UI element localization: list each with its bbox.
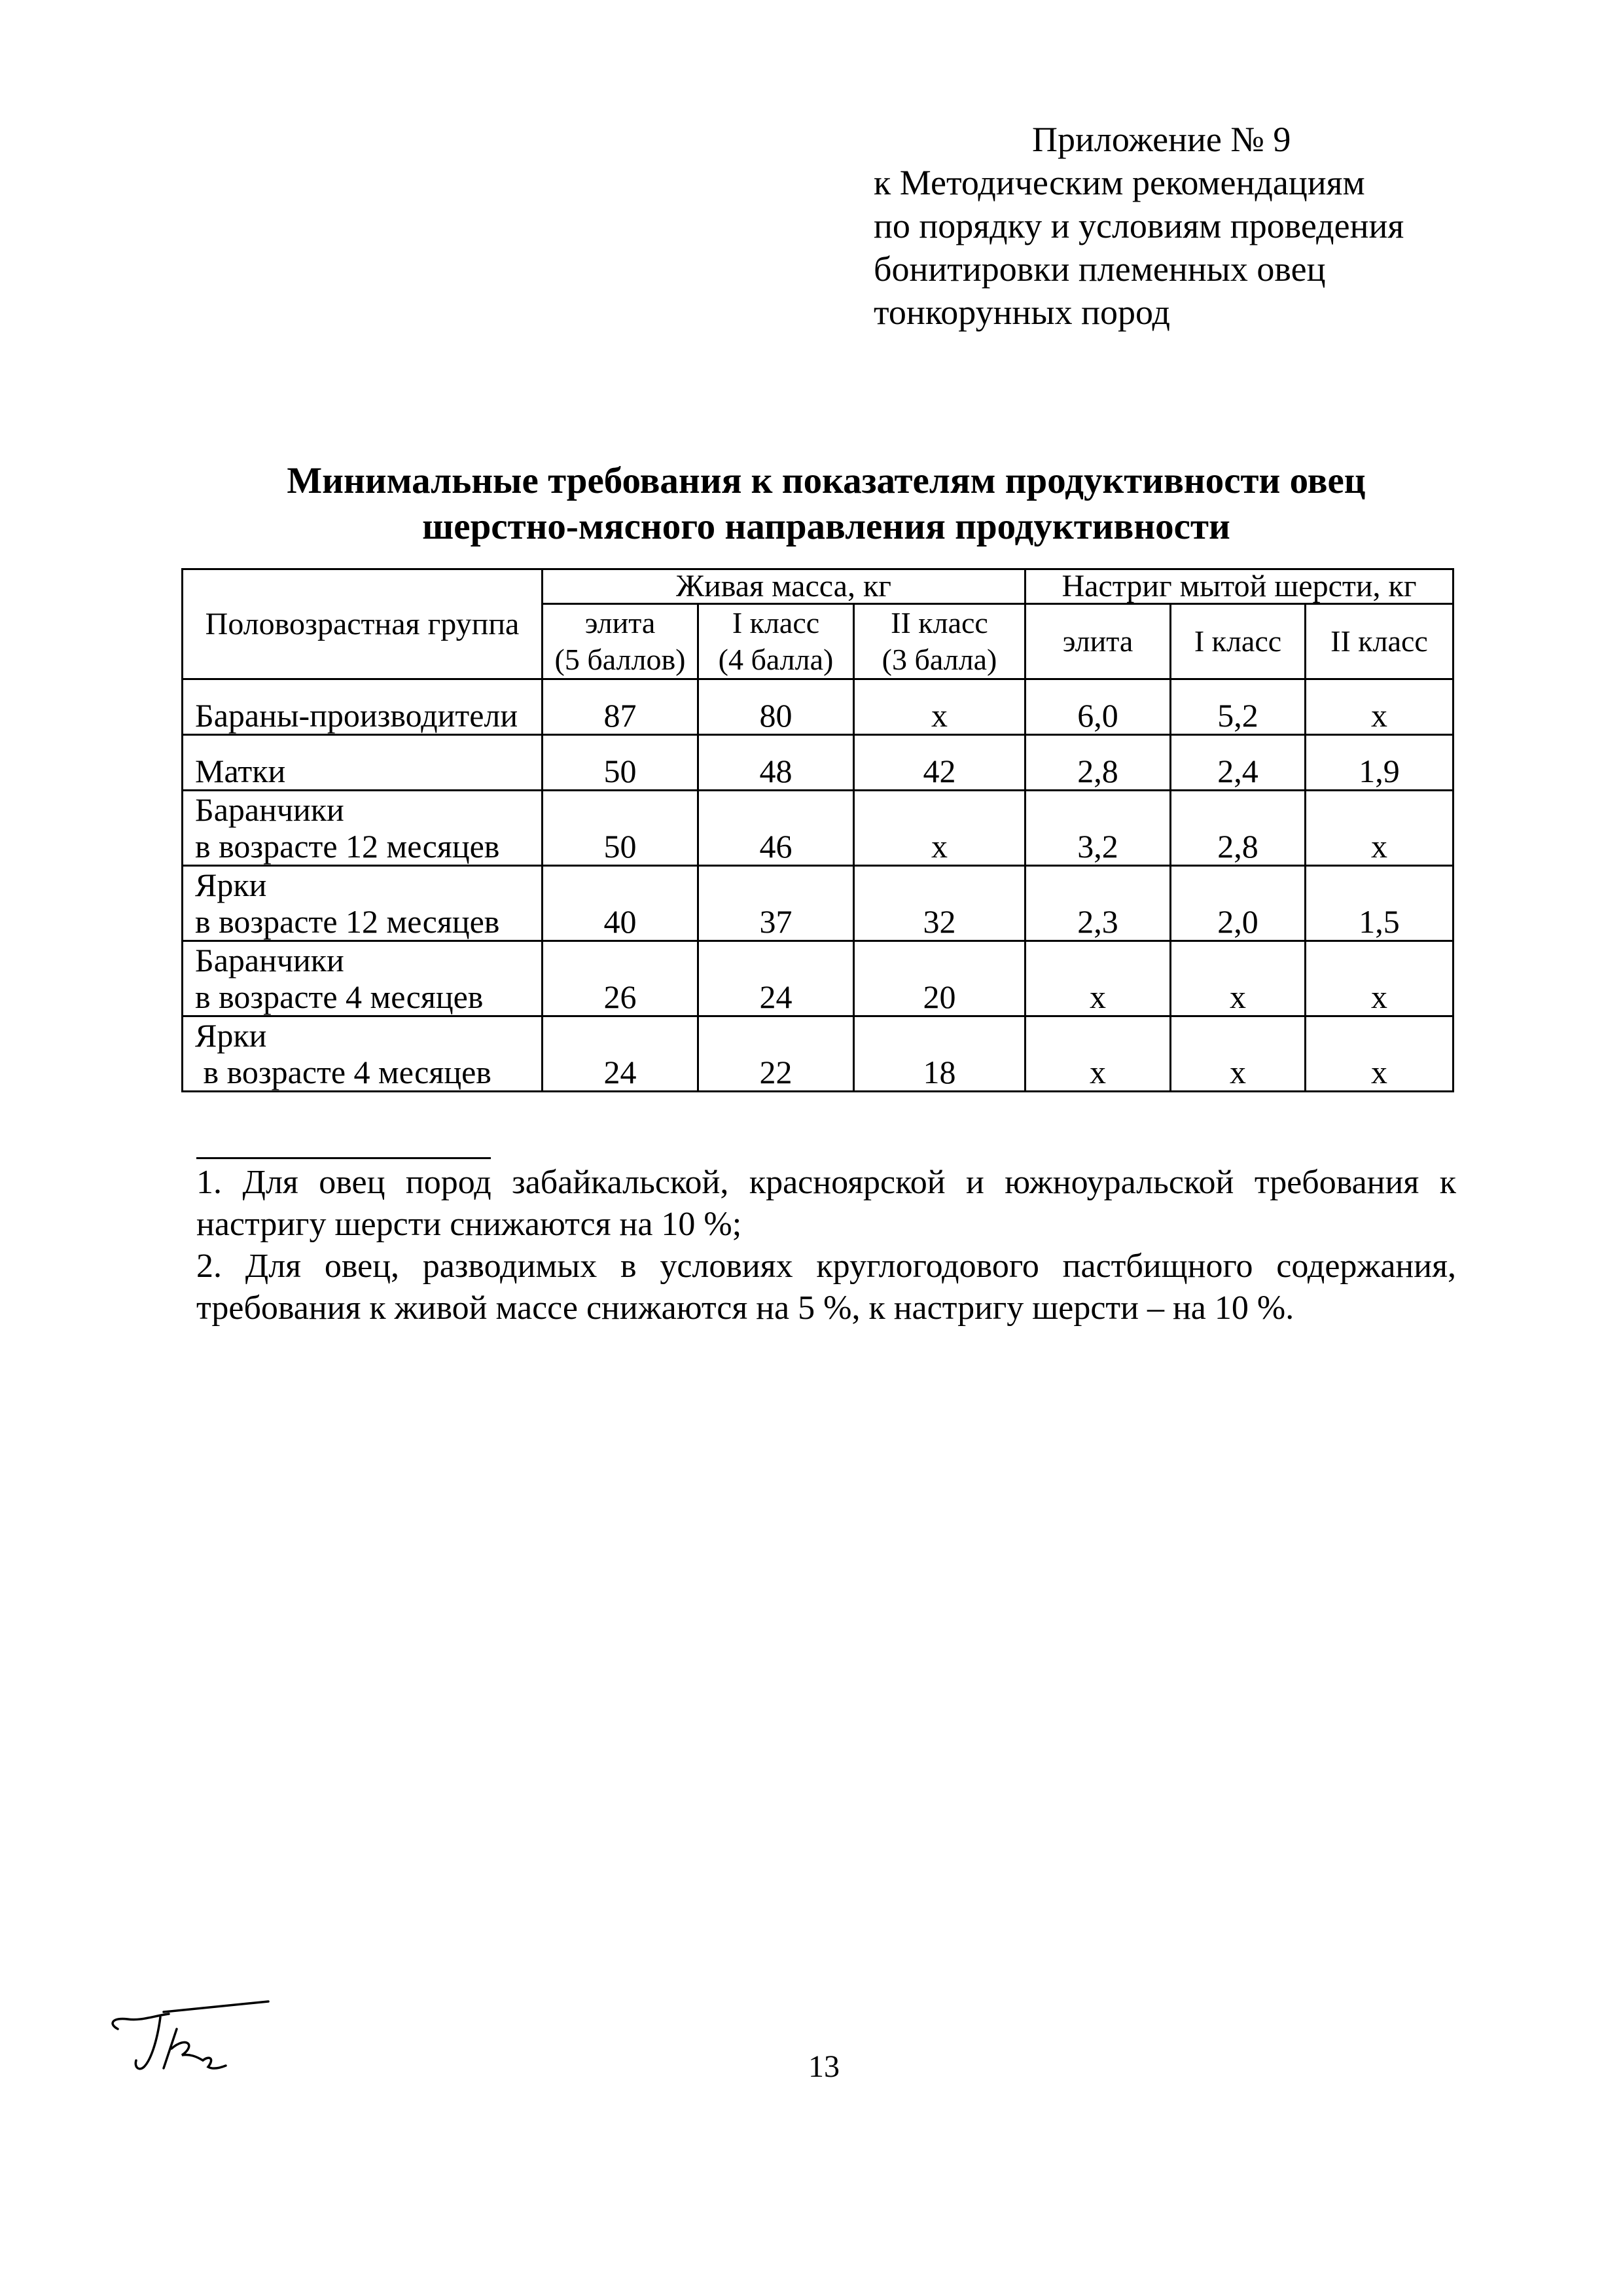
footnote-1: 1. Для овец пород забайкальской, красноярской и южноуральской требования к настригу шерсти снижаются на 10 %; [196, 1164, 1456, 1243]
row-label [183, 1016, 543, 1092]
row-label-line: Ярки [195, 867, 267, 903]
cell-value: 5,2 [1171, 679, 1306, 735]
row-label-line: Ярки [195, 1017, 267, 1054]
header-age-group: Половозрастная группа [183, 569, 543, 679]
header-lw-class2-score: (3 балла) [882, 643, 997, 676]
row-label [183, 735, 543, 791]
table-row [183, 941, 1454, 1016]
row-label [183, 679, 543, 735]
cell-value: 46 [698, 791, 854, 866]
header-lw-class1-score: (4 балла) [718, 643, 834, 676]
header-lw-class1-name: I класс [732, 606, 820, 639]
cell-value: х [1306, 941, 1454, 1016]
header-wool-elite: элита [1026, 604, 1171, 679]
cell-value: 24 [698, 941, 854, 1016]
cell-value: 2,0 [1171, 866, 1306, 941]
cell-value: 37 [698, 866, 854, 941]
cell-value: 2,8 [1026, 735, 1171, 791]
footnotes [196, 1162, 1456, 1329]
header-lw-class2 [854, 604, 1026, 679]
table-row [183, 679, 1454, 735]
cell-value: 2,4 [1171, 735, 1306, 791]
row-label-line: в возрасте 12 месяцев [195, 828, 500, 865]
cell-value: 32 [854, 866, 1026, 941]
row-label [183, 941, 543, 1016]
header-lw-elite [543, 604, 698, 679]
row-label [183, 866, 543, 941]
cell-value: 24 [543, 1016, 698, 1092]
appendix-line: по порядку и условиям проведения [874, 206, 1404, 245]
signature-image [98, 1983, 281, 2094]
cell-value: х [1171, 941, 1306, 1016]
cell-value: х [1306, 791, 1454, 866]
row-label-line: в возрасте 4 месяцев [195, 1054, 491, 1090]
appendix-line: бонитировки племенных овец [874, 249, 1326, 289]
header-live-weight: Живая масса, кг [543, 569, 1026, 604]
cell-value: 87 [543, 679, 698, 735]
cell-value: х [1026, 941, 1171, 1016]
row-label-line: Матки [195, 753, 286, 789]
cell-value: 6,0 [1026, 679, 1171, 735]
appendix-number: Приложение № 9 [1032, 120, 1291, 159]
cell-value: 2,8 [1171, 791, 1306, 866]
cell-value: х [854, 679, 1026, 735]
footnote-separator [196, 1157, 491, 1159]
header-lw-elite-name: элита [584, 606, 656, 639]
table-row [183, 735, 1454, 791]
cell-value: 42 [854, 735, 1026, 791]
row-label-line: Бараны-производители [195, 697, 518, 734]
row-label-line: Баранчики [195, 942, 344, 978]
row-label-line: Баранчики [195, 791, 344, 828]
cell-value: 80 [698, 679, 854, 735]
cell-value: х [1306, 1016, 1454, 1092]
cell-value: х [1306, 679, 1454, 735]
appendix-heading [874, 118, 1404, 334]
cell-value: 2,3 [1026, 866, 1171, 941]
cell-value: 50 [543, 735, 698, 791]
row-label-line: в возрасте 4 месяцев [195, 978, 484, 1015]
cell-value: 26 [543, 941, 698, 1016]
page-number: 13 [808, 2049, 840, 2084]
cell-value: 40 [543, 866, 698, 941]
requirements-table [181, 568, 1454, 1092]
header-wool-yield: Настриг мытой шерсти, кг [1026, 569, 1454, 604]
cell-value: х [854, 791, 1026, 866]
appendix-line: тонкорунных пород [874, 293, 1170, 332]
cell-value: 1,9 [1306, 735, 1454, 791]
header-wool-class2: II класс [1306, 604, 1454, 679]
header-lw-class2-name: II класс [891, 606, 988, 639]
cell-value: 3,2 [1026, 791, 1171, 866]
row-label-line: в возрасте 12 месяцев [195, 903, 500, 940]
table-row [183, 791, 1454, 866]
cell-value: 50 [543, 791, 698, 866]
row-label [183, 791, 543, 866]
footnote-2: 2. Для овец, разводимых в условиях круглогодового пастбищного содержания, требования к живой массе снижаются на 5 %, к настригу шерсти – на 10 %. [196, 1247, 1456, 1327]
cell-value: 48 [698, 735, 854, 791]
header-lw-class1 [698, 604, 854, 679]
cell-value: 18 [854, 1016, 1026, 1092]
table-row [183, 1016, 1454, 1092]
document-title [183, 458, 1469, 550]
title-line: Минимальные требования к показателям продуктивности овец [287, 460, 1366, 501]
appendix-line: к Методическим рекомендациям [874, 163, 1365, 202]
cell-value: 1,5 [1306, 866, 1454, 941]
cell-value: 20 [854, 941, 1026, 1016]
cell-value: х [1171, 1016, 1306, 1092]
table-row [183, 866, 1454, 941]
title-line: шерстно-мясного направления продуктивности [422, 506, 1230, 547]
cell-value: 22 [698, 1016, 854, 1092]
cell-value: х [1026, 1016, 1171, 1092]
header-lw-elite-score: (5 баллов) [554, 643, 686, 676]
header-wool-class1: I класс [1171, 604, 1306, 679]
